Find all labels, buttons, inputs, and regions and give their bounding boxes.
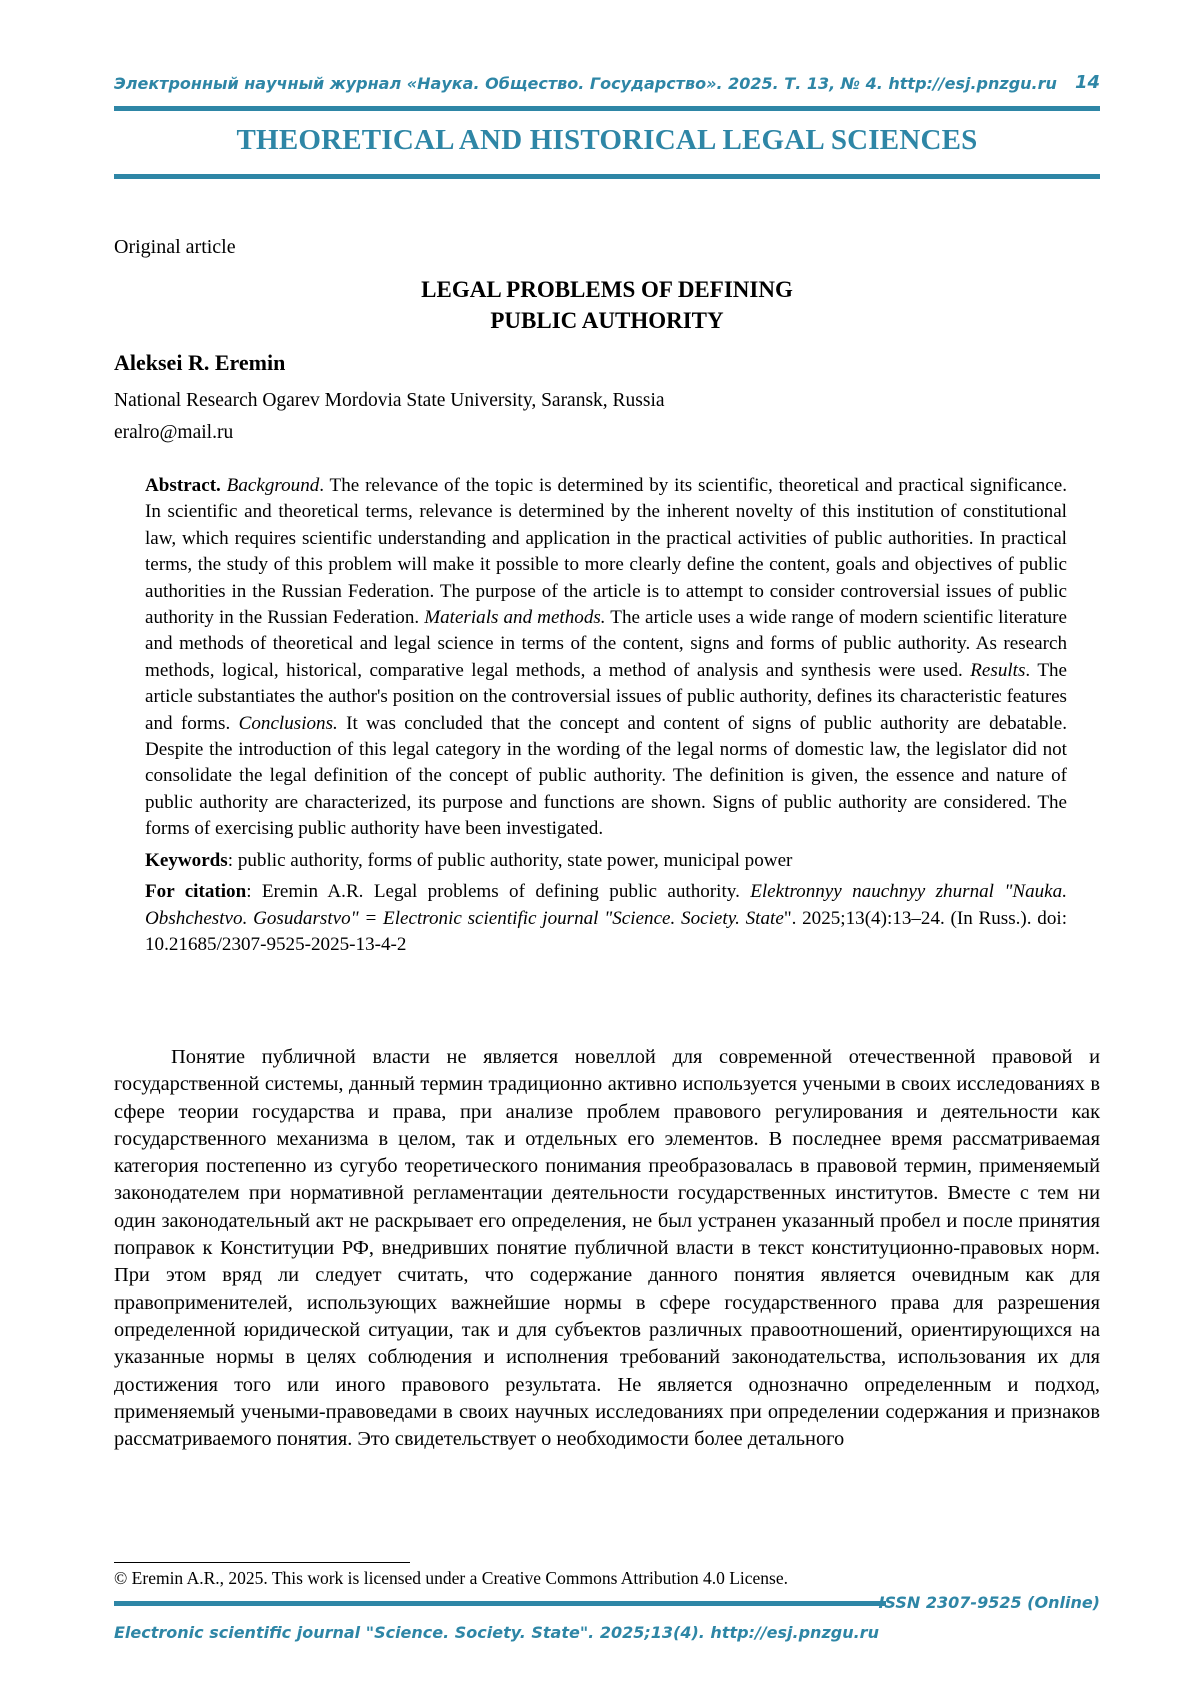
abstract-background-text: . The relevance of the topic is determined by its scientific, theoretical and practical significance. In scientific and theoretical terms, relevance is determined by the inherent novelty of this institution of constitutional law, which requires scientific understanding and application in the practical activities of public authorities. In practical terms, the study of this problem will make it possible to more clearly define the content, goals and objectives of public authorities in the Russian Federation. The purpose of the article is to attempt to consider controversial issues of public authority in the Russian Federation. bbox=[145, 475, 1067, 629]
citation-journal: Elektronnyy nauchnyy zhurnal "Nauka. Obshchestvo. Gosudarstvo" = Electronic scientific journal "Science. Society. State bbox=[145, 881, 1067, 929]
abstract-conclusions-text: It was concluded that the concept and content of signs of public authority are debatable. Despite the introduction of this legal category in the wording of the legal norms of domestic law, the legislator did not consolidate the legal definition of the concept of public authority. The definition is given, the essence and nature of public authority are characterized, its purpose and functions are shown. Signs of public authority are considered. The forms of exercising public authority have been investigated. bbox=[145, 712, 1068, 840]
keywords bbox=[145, 848, 1067, 874]
keywords-label: Keywords bbox=[145, 849, 228, 871]
article-title bbox=[114, 274, 1100, 336]
license-footnote: © Eremin A.R., 2025. This work is licensed under a Creative Commons Attribution 4.0 License. bbox=[114, 1568, 788, 1588]
citation-label: For citation bbox=[145, 881, 247, 903]
footer-journal-line: Electronic scientific journal "Science. Society. State". 2025;13(4). http://esj.pnzgu.ru bbox=[114, 1623, 879, 1642]
section-title: THEORETICAL AND HISTORICAL LEGAL SCIENCES bbox=[236, 124, 978, 156]
abstract bbox=[145, 473, 1067, 843]
author-affiliation: National Research Ogarev Mordovia State University, Saransk, Russia bbox=[114, 390, 665, 411]
body-paragraph: Понятие публичной власти не является новеллой для современной отечественной правовой и государственной системы, данный термин традиционно активно используется учеными в своих исследованиях в сфере теории государства и права, при анализе проблем правового регулирования и деятельности как государственного механизма в целом, так и отдельных его элементов. В последнее время рассматриваемая категория постепенно из сугубо теоретического понимания преобразовалась в правовой термин, применяемый законодателем при нормативной регламентации деятельности государственных институтов. Вместе с тем ни один законодательный акт не раскрывает его определения, не был устранен указанный пробел и после принятия поправок к Конституции РФ, внедривших понятие публичной власти в текст конституционно-правовых норм. При этом вряд ли следует считать, что содержание данного понятия является очевидным как для правоприменителей, использующих важнейшие нормы в сфере государственного права для разрешения определенной юридической ситуации, так и для субъектов различных правоотношений, ориентирующихся на указанные нормы в целях соблюдения и исполнения требований законодательства, использования их для достижения того или иного правового результата. Не является однозначно определенным и подход, применяемый учеными-правоведами в своих научных исследованиях при определении содержания и признаков рассматриваемого понятия. Это свидетельствует о необходимости более детального bbox=[114, 1046, 1100, 1451]
keywords-text: : public authority, forms of public authority, state power, municipal power bbox=[227, 849, 793, 871]
citation-text-after: ". 2025;13(4):13–24. (In Russ.). doi: 10.21685/2307-9525-2025-13-4-2 bbox=[145, 907, 1068, 955]
abstract-results-label: Results bbox=[970, 659, 1026, 681]
author-email: eralro@mail.ru bbox=[114, 422, 234, 443]
page-number: 14 bbox=[1074, 72, 1100, 93]
article-title-line-2: PUBLIC AUTHORITY bbox=[490, 308, 724, 333]
abstract-label: Abstract. bbox=[145, 475, 221, 496]
header-rule bbox=[114, 106, 1100, 111]
citation-text-before: : Eremin A.R. Legal problems of defining public authority. bbox=[246, 881, 751, 903]
abstract-block bbox=[145, 473, 1067, 958]
abstract-background-label: Background bbox=[226, 475, 320, 496]
article-type: Original article bbox=[114, 236, 236, 258]
article-title-line-1: LEGAL PROBLEMS OF DEFINING bbox=[421, 277, 793, 302]
abstract-methods-text: The article uses a wide range of modern scientific literature and methods of theoretical and legal science in terms of the content, signs and forms of public authority. As research methods, logical, historical, comparative legal methods, a method of analysis and synthesis were used. bbox=[145, 607, 1067, 681]
footer-issn: ISSN 2307-9525 (Online) bbox=[878, 1593, 1100, 1612]
page-header bbox=[114, 72, 1100, 98]
abstract-methods-label: Materials and methods. bbox=[424, 607, 606, 629]
abstract-conclusions-label: Conclusions. bbox=[238, 712, 338, 734]
citation bbox=[145, 879, 1067, 958]
abstract-results-text: . The article substantiates the author's position on the controversial issues of public authority, defines its characteristic features and forms. bbox=[145, 659, 1068, 734]
section-rule bbox=[114, 174, 1100, 179]
footer-rule bbox=[114, 1601, 886, 1606]
author-name: Aleksei R. Eremin bbox=[114, 350, 286, 375]
footnote-rule bbox=[114, 1562, 410, 1563]
header-journal-line: Электронный научный журнал «Наука. Общество. Государство». 2025. Т. 13, № 4. http://esj.pnzgu.ru bbox=[114, 74, 1057, 93]
